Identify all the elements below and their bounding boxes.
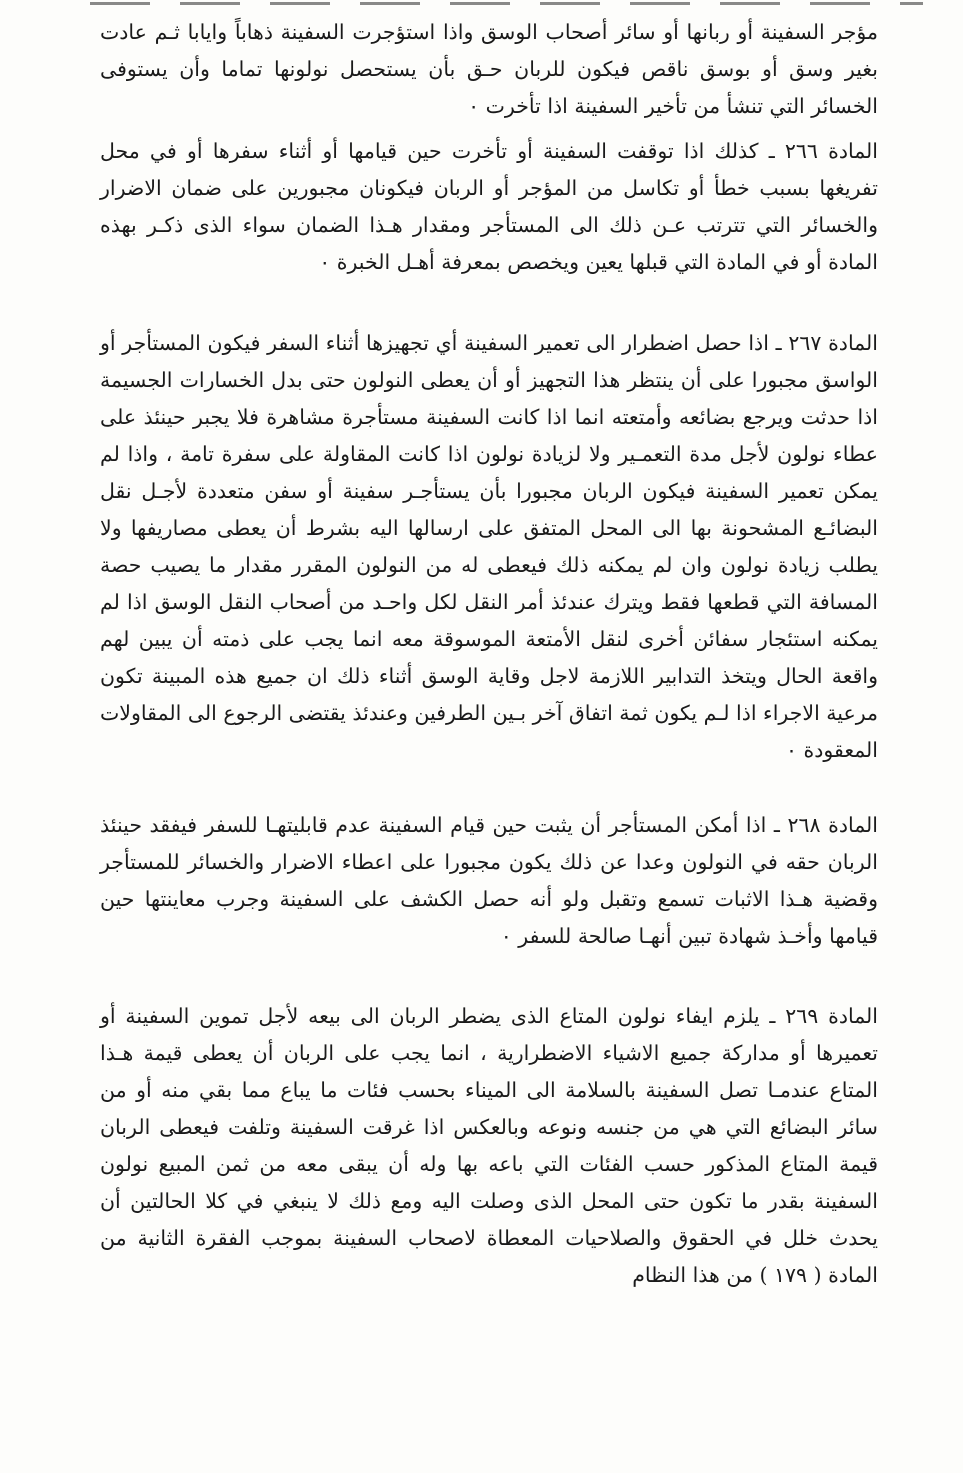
top-edge-rule [90, 2, 923, 5]
paragraph-text: المادة ٢٦٧ ـ اذا حصل اضطرار الى تعمير السفينة أي تجهيزها أثناء السفر فيكون المستأجر أو الواسق مجبورا على أن ينتظر هذا التجهيز أو أن يعطى النولون حتى بدل الخسارات الجسيمة اذا حدثت ويرجع بضائعه وأمتعته انما اذا كانت السفينة مستأجرة مشاهرة فلا يجبر حينئذ على عطاء نولون لأجل مدة التعمـير ولا لزيادة نولون اذا كانت المقاولة على سفرة تامة ، واذا لم يمكن تعمير السفينة فيكون الربان مجبورا بأن يستأجـر سفينة أو سفن متعددة لأجـل نقل البضائـع المشحونة بها الى المحل المتفق على ارسالها اليه بشرط أن يعطى مصاريفها ولا يطلب زيادة نولون وان لم يمكنه ذلك فيعطى له من النولون المقرر مقدار ما يصيب حصة المسافة التي قطعها فقط ويترك عندئذ أمر النقل لكل واحـد من أصحاب النقل الوسق اذا لم يمكنه استئجار سفائن أخرى لنقل الأمتعة الموسوقة معه انما يجب على ذمته أن يبين لهم واقعة الحال ويتخذ التدابير اللازمة لاجل وقاية الوسق أثناء ذلك ان جميع هذه المبينة تكون مرعية الاجراء اذا لـم يكون ثمة اتفاق آخر بـين الطرفين وعندئذ يقتضى الرجوع الى المقاولات المعقودة ٠ [100, 331, 879, 762]
paragraph-article-268 [100, 807, 878, 955]
paragraph-text: المادة ٢٦٦ ـ كذلك اذا توقفت السفينة أو تأخرت حين قيامها أو أثناء سفرها أو في محل تفريغها بسبب خطأ أو تكاسل من المؤجر أو الربان فيكونان مجبورين على ضمان الاضرار والخسائر التي تترتب عـن ذلك الى المستأجر ومقدار هـذا الضمان سواء الذى ذكـر بهذه المادة أو في المادة التي قبلها يعين ويخصص بمعرفة أهـل الخبرة ٠ [100, 139, 878, 274]
paragraph-text: المادة ٢٦٨ ـ اذا أمكن المستأجر أن يثبت حين قيام السفينة عدم قابليتهـا للسفر فيفقد حينئذ الربان حقه في النولون وعدا عن ذلك يكون مجبورا على اعطاء الاضرار والخسائر للمستأجر وقضية هـذا الاثبات تسمع وتقبل ولو أنه حصل الكشف على السفينة وجرب معاينتها حين قيامها وأخـذ شهادة تبين أنهـا صالحة للسفر ٠ [100, 813, 878, 948]
paragraph-text: المادة ٢٦٩ ـ يلزم ايفاء نولون المتاع الذى يضطر الربان الى بيعه لأجل تموين السفينة أو تعميرها أو مداركة جميع الاشياء الاضطرارية ، انما يجب على الربان أن يعطى قيمة هـذا المتاع عندمـا تصل السفينة بالسلامة الى الميناء بحسب فئات ما يباع مما بقي منه أو من سائر البضائع التي هي من جنسه ونوعه وبالعكس اذا غرقت السفينة وتلفت فيعطى الربان قيمة المتاع المذكور حسب الفئات التي باعه بها وله أن يبقى معه من ثمن المبيع نولون السفينة بقدر ما تكون حتى المحل الذى وصلت اليه ومع ذلك لا ينبغي في كلا الحالتين أن يحدث خلل في الحقوق والصلاحيات المعطاة لاصحاب السفينة بموجب الفقرة الثانية من المادة ( ١٧٩ ) من هذا النظام [100, 1004, 878, 1287]
paragraph-article-269 [100, 998, 878, 1294]
paragraph-article-266 [100, 133, 878, 281]
paragraph-continuation [100, 14, 878, 125]
paragraph-text: مؤجر السفينة أو ربانها أو سائر أصحاب الوسق واذا استؤجرت السفينة ذهاباً وايابا ثـم عادت بغير وسق أو بوسق ناقص فيكون للربان حـق بأن يستحصل نولونها تماما وأن يستوفى الخسائر التي تنشأ من تأخير السفينة اذا تأخرت ٠ [100, 20, 878, 118]
paragraph-article-267 [100, 325, 878, 769]
